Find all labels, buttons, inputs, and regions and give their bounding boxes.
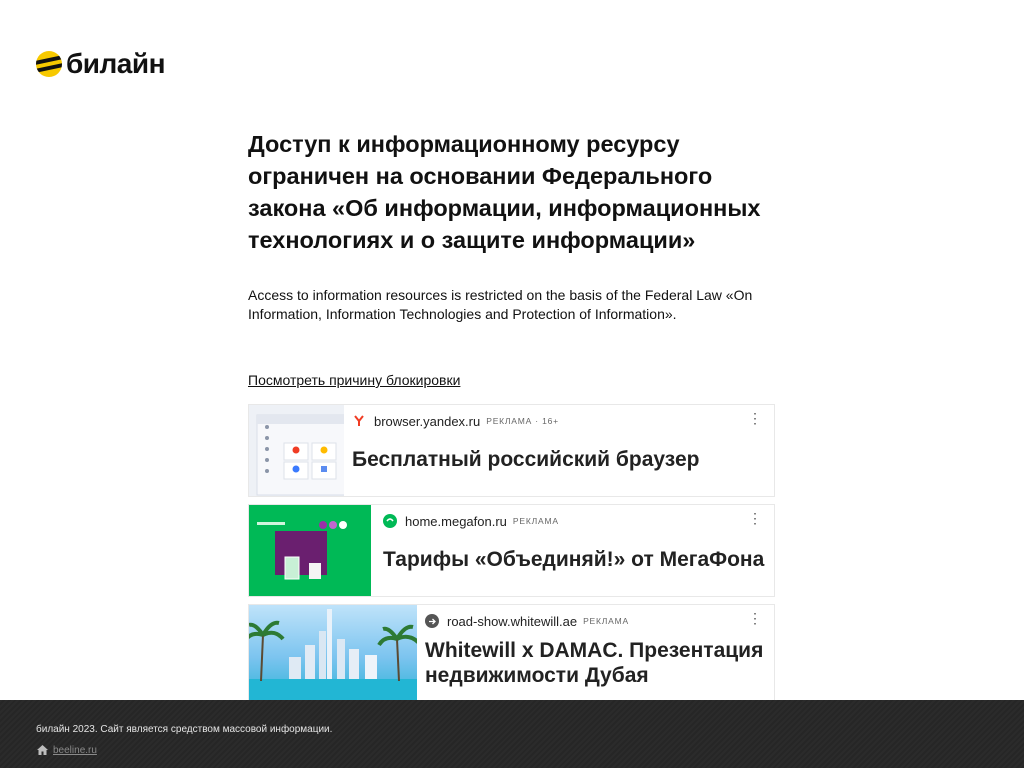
ad-headline[interactable]: Whitewill x DAMAC. Презентация недвижимости Дубая [425, 639, 764, 687]
ad-headline[interactable]: Бесплатный российский браузер [352, 448, 700, 471]
ad-badge: РЕКЛАМА [583, 616, 629, 626]
kebab-menu-icon[interactable]: ⋮ [748, 410, 762, 426]
ad-meta [425, 610, 766, 629]
ad-headline[interactable]: Тарифы «Объединяй!» от МегаФона [383, 548, 765, 571]
ad-body [344, 405, 774, 496]
ad-image[interactable] [249, 505, 371, 596]
ad-body [417, 605, 774, 700]
ad-image[interactable] [249, 605, 417, 700]
ad-meta [352, 410, 766, 429]
footer-text: билайн 2023. Сайт является средством массовой информации. [36, 724, 333, 735]
ad-badge: РЕКЛАМА · 16+ [486, 416, 559, 426]
browser-screenshot-thumbnail [249, 405, 344, 496]
ad-badge: РЕКЛАМА [512, 516, 559, 526]
logo-text: билайн [66, 48, 165, 79]
megafon-icon [383, 514, 397, 528]
arrow-circle-icon [425, 614, 439, 628]
footer [0, 700, 1024, 768]
block-notice [248, 128, 776, 324]
ad-body [371, 505, 774, 596]
ad-card[interactable] [248, 404, 775, 497]
ad-card[interactable] [248, 604, 775, 700]
yandex-icon [352, 414, 366, 428]
ad-meta [383, 510, 766, 529]
beeline-logo[interactable] [36, 50, 165, 78]
beeline-logo-icon [36, 51, 62, 77]
ad-domain[interactable]: browser.yandex.ru [374, 413, 481, 429]
ad-domain[interactable]: road-show.whitewill.ae [447, 613, 578, 629]
dubai-skyline-thumbnail [249, 605, 417, 700]
page-title: Доступ к информационному ресурсу ограничен на основании Федерального закона «Об информации, информационных технологиях и о защите информации» [248, 131, 761, 253]
ad-image[interactable] [249, 405, 344, 496]
view-block-reason-link[interactable]: Посмотреть причину блокировки [248, 372, 461, 388]
ad-domain[interactable]: home.megafon.ru [405, 513, 507, 529]
page-subtitle: Access to information resources is restricted on the basis of the Federal Law «On Information, Information Technologies and Protection of Information». [248, 287, 753, 322]
home-icon [36, 744, 49, 756]
ad-card[interactable] [248, 504, 775, 597]
kebab-menu-icon[interactable]: ⋮ [748, 610, 762, 626]
footer-home-link[interactable] [36, 744, 97, 756]
megafon-promo-thumbnail [249, 505, 371, 596]
footer-link-label[interactable]: beeline.ru [53, 744, 97, 756]
kebab-menu-icon[interactable]: ⋮ [748, 510, 762, 526]
